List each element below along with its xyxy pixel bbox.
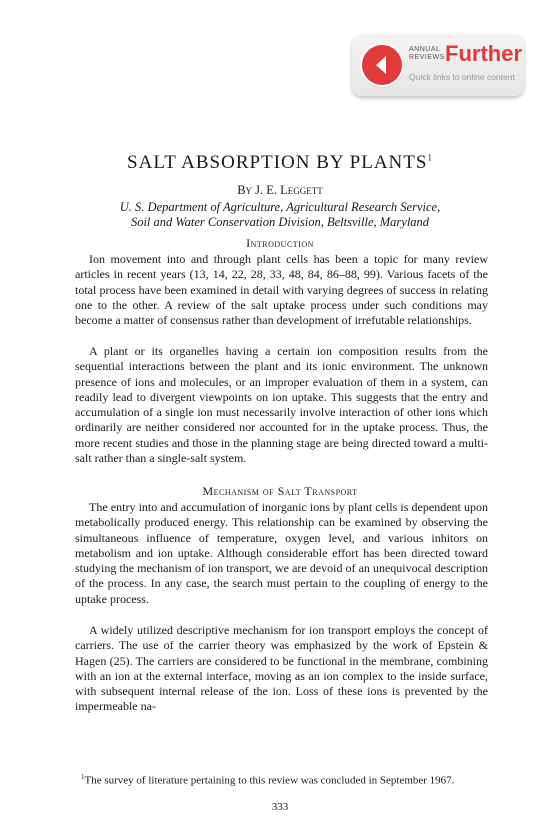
quick-links-label: Quick links to online content <box>409 72 515 82</box>
author-name: J. E. Leggett <box>255 183 323 197</box>
further-banner[interactable] <box>352 34 524 96</box>
byline: By J. E. Leggett <box>237 183 323 197</box>
page-number: 333 <box>271 801 289 813</box>
article-title: SALT ABSORPTION BY PLANTS$^1$ <box>127 152 433 173</box>
title-footnote-marker: 1 <box>427 152 433 163</box>
further-label: Further <box>445 41 522 66</box>
paragraph: A widely utilized descriptive mechanism for ion transport employs the concept of carriers. The use of the carrier theory was emphasized by the work of Epstein & Hagen (25). The carriers are considered to be functional in the membrane, combining with an ion at the external interface, moving as an ion complex to the inside surface, with subsequent internal release of the ion. Loss of these ions is prevented by the impermeable na- <box>75 623 488 714</box>
paragraph: A plant or its organelles having a certain ion composition results from the sequential interactions between the plant and its ionic environment. The unknown presence of ions and molecules, or an improper evaluation of them in a system, can readily lead to divergent viewpoints on ion uptake. This suggests that the entry and accumulation of a single ion must necessarily involve interaction of other ions which ordinarily are neither considered nor accounted for in the uptake process. Thus, the more recent studies and those in the planning stage are being directed toward a multi-salt rather than a single-salt system. <box>75 344 488 466</box>
chevron-left-icon[interactable] <box>362 45 402 85</box>
affiliation-line-1: U. S. Department of Agriculture, Agricultural Research Service, <box>119 200 441 214</box>
paragraph: Ion movement into and through plant cells has been a topic for many review articles in recent years (13, 14, 22, 28, 33, 48, 84, 86–88, 99). Various facets of the total process have been examined in detail with varying degrees of success in relating one to the other. A review of the salt uptake process under such conditions may become a matter of consensus rather than development of irrefutable relationships. <box>75 252 488 328</box>
annual-reviews-label: ANNUAL REVIEWS <box>409 46 445 61</box>
section-heading-mechanism: Mechanism of Salt Transport <box>202 484 358 498</box>
section-heading-introduction: Introduction <box>246 236 314 250</box>
affiliation-line-2: Soil and Water Conservation Division, Beltsville, Maryland <box>130 215 430 229</box>
footnote: $^1$The survey of literature pertaining to this review was concluded in September 1967. <box>81 773 455 787</box>
paragraph: The entry into and accumulation of inorganic ions by plant cells is dependent upon metabolically produced energy. This relationship can be examined by observing the simultaneous influence of temperature, oxygen level, and various inhitors on metabolism and ion uptake. Although considerable effort has been directed toward studying the mechanism of ion transport, we are devoid of an unequivocal description of the process. In any case, the search must pertain to the coupling of energy to the uptake process. <box>75 500 488 606</box>
